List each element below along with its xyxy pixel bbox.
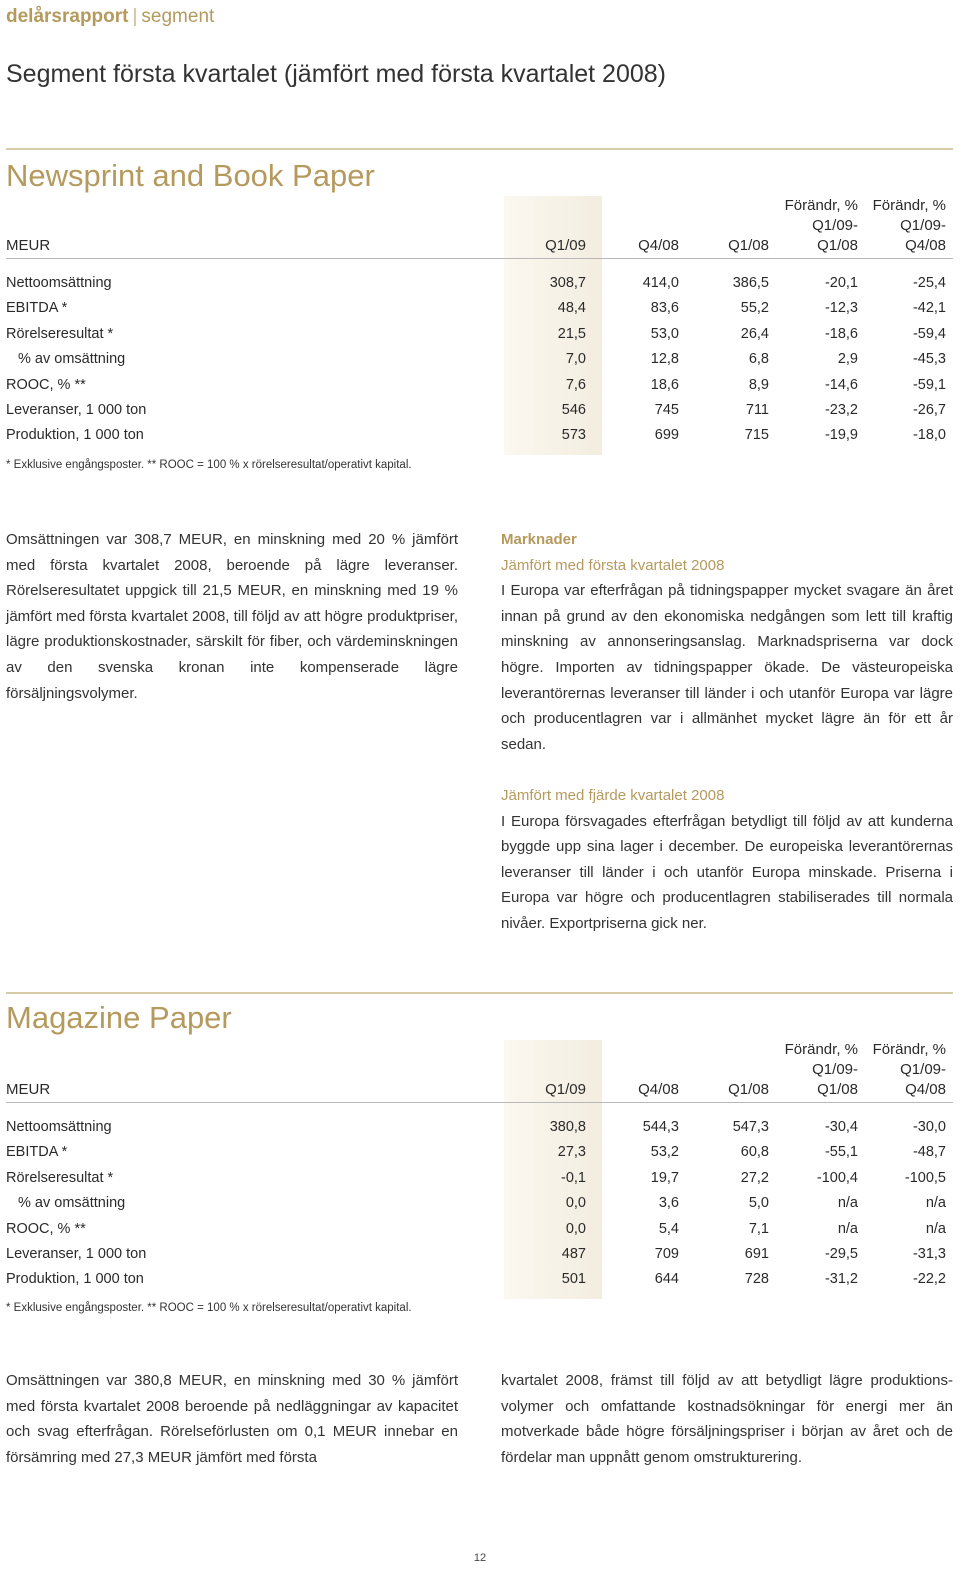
cell-value: 715	[744, 427, 769, 444]
row-label: Rörelseresultat *	[6, 1169, 114, 1186]
markets-text: I Europa var efterfrågan på tidningspapper mycket svagare än året innan på grund av den ekonomiska nedgången som lett till kraftig minskning av annonseringsanslag. Marknadspriserna var dock högre. Importen av tidningspapper ökade. De västeuropeiska leverantörernas leveranser till länder i och utanför Europa var lägre och producentlagren var i allmänhet mycket lägre än för ett år sedan.	[501, 582, 953, 753]
col-header-q4-08: Q4/08	[638, 237, 679, 254]
cell-value: -29,5	[824, 1246, 858, 1262]
col-header-change-1-l3: Q1/08	[817, 237, 858, 254]
col-header-change-2-l3: Q4/08	[905, 237, 946, 254]
cell-value: 48,4	[557, 300, 586, 317]
cell-value: -48,7	[912, 1144, 946, 1161]
cell-value: 728	[744, 1271, 769, 1288]
row-label: Leveranser, 1 000 ton	[6, 1246, 147, 1262]
cell-value: 12,8	[650, 351, 679, 368]
markets-subheading: Jämfört med fjärde kvartalet 2008	[501, 786, 725, 804]
body-text-left: Omsättningen var 308,7 MEUR, en minskning med 20 % jämfört med första kvartalet 2008, beroende på lägre leveranser. Rörelseresultatet uppgick till 21,5 MEUR, en minskning med 19 % jämfört med första kvartalet 2008, till följd av att högre produktpriser, lägre produktionskostnader, särskilt för fiber, och värdeminskningen av den svenska kronan inte kompenserade lägre försäljningsvolymer.	[6, 531, 458, 702]
cell-value: 691	[744, 1246, 769, 1262]
cell-value: 308,7	[549, 275, 586, 291]
segment-title: Magazine Paper	[6, 1000, 232, 1035]
row-label: ROOC, % **	[6, 1220, 86, 1237]
cell-value: 380,8	[549, 1119, 586, 1135]
cell-value: -31,3	[912, 1246, 946, 1262]
col-header-change-2-l3: Q4/08	[905, 1081, 946, 1098]
table-row	[6, 398, 953, 423]
cell-value: -20,1	[824, 275, 858, 291]
cell-value: 18,6	[650, 376, 679, 393]
row-label: % av omsättning	[18, 1195, 126, 1212]
cell-value: 8,9	[748, 376, 769, 393]
col-header-q1-09: Q1/09	[545, 237, 586, 254]
cell-value: 711	[745, 402, 769, 418]
cell-value: 2,9	[837, 351, 858, 368]
cell-value: 27,3	[557, 1144, 586, 1161]
cell-value: 745	[654, 402, 679, 418]
table-row	[6, 423, 953, 448]
row-label: Produktion, 1 000 ton	[6, 427, 144, 444]
section-rule	[6, 992, 953, 994]
row-label: ROOC, % **	[6, 376, 86, 393]
cell-value: 21,5	[557, 325, 586, 342]
cell-value: 60,8	[740, 1144, 769, 1161]
header-divider: |	[132, 6, 138, 27]
cell-value: -45,3	[912, 351, 946, 368]
table-header	[6, 196, 953, 258]
running-header	[6, 6, 214, 28]
table-row	[6, 1166, 953, 1191]
markets-heading: Marknader	[501, 531, 577, 548]
cell-value: -59,1	[912, 376, 946, 393]
cell-value: n/a	[837, 1195, 858, 1212]
cell-value: -59,4	[912, 325, 946, 342]
cell-value: 26,4	[740, 325, 769, 342]
col-header-change-1-l1: Förändr, %	[784, 1041, 858, 1058]
cell-value: 501	[561, 1271, 586, 1288]
cell-value: -31,2	[824, 1271, 858, 1288]
cell-value: 55,2	[740, 300, 769, 317]
cell-value: n/a	[925, 1195, 946, 1212]
cell-value: 27,2	[740, 1169, 769, 1186]
cell-value: -23,2	[824, 402, 858, 418]
row-label: Leveranser, 1 000 ton	[6, 402, 147, 418]
unit-label: MEUR	[6, 1081, 51, 1098]
cell-value: 7,6	[565, 376, 586, 393]
cell-value: -22,2	[912, 1271, 946, 1288]
cell-value: -18,0	[912, 427, 946, 444]
col-header-change-2-l2: Q1/09-	[900, 1061, 946, 1078]
table-footnote: * Exklusive engångsposter. ** ROOC = 100 % x rörelseresultat/operativt kapital.	[6, 459, 412, 471]
cell-value: 0,0	[565, 1220, 586, 1237]
page-title: Segment första kvartalet (jämfört med första kvartalet 2008)	[6, 60, 666, 88]
row-label: EBITDA *	[6, 1144, 68, 1161]
col-header-change-2-l1: Förändr, %	[872, 1041, 946, 1058]
cell-value: 386,5	[732, 275, 769, 291]
col-header-q1-09: Q1/09	[545, 1081, 586, 1098]
cell-value: 5,4	[658, 1220, 679, 1237]
row-label: Rörelseresultat *	[6, 325, 114, 342]
cell-value: -26,7	[912, 402, 946, 418]
row-label: Produktion, 1 000 ton	[6, 1271, 144, 1288]
cell-value: -18,6	[824, 325, 858, 342]
table-header	[6, 1040, 953, 1102]
row-label: EBITDA *	[6, 300, 68, 317]
cell-value: 699	[654, 427, 679, 444]
col-header-q1-08: Q1/08	[728, 237, 769, 254]
markets-text: I Europa försvagades efterfrågan betydligt till följd av att kunderna byggde upp sina lager i december. De europeiska leverantörernas leveranser till länder i och utanför Europa minskade. Priserna i Europa var högre och producentlagren stabiliserades till normala nivåer. Exportpriserna gick ner.	[501, 812, 953, 932]
cell-value: -0,1	[561, 1169, 586, 1186]
cell-value: -25,4	[912, 275, 946, 291]
cell-value: 709	[654, 1246, 679, 1262]
cell-value: -19,9	[824, 427, 858, 444]
table-footnote: * Exklusive engångsposter. ** ROOC = 100 % x rörelseresultat/operativt kapital.	[6, 1302, 412, 1314]
cell-value: 573	[561, 427, 586, 444]
cell-value: -42,1	[912, 300, 946, 317]
cell-value: 546	[561, 402, 586, 418]
col-header-change-2-l2: Q1/09-	[900, 217, 946, 234]
table-row	[6, 1191, 953, 1216]
cell-value: 5,0	[748, 1195, 769, 1212]
markets-column	[501, 527, 953, 937]
cell-value: -100,4	[816, 1169, 858, 1186]
header-rule	[6, 258, 953, 259]
cell-value: -100,5	[904, 1169, 946, 1186]
col-header-q4-08: Q4/08	[638, 1081, 679, 1098]
cell-value: 544,3	[642, 1119, 679, 1135]
header-rule	[6, 1102, 953, 1103]
cell-value: n/a	[837, 1220, 858, 1237]
markets-subheading: Jämfört med första kvartalet 2008	[501, 556, 725, 574]
row-label: Nettoomsättning	[6, 1119, 112, 1135]
row-label: Nettoomsättning	[6, 275, 112, 291]
cell-value: 7,0	[565, 351, 586, 368]
page-number: 12	[473, 1552, 487, 1564]
cell-value: 53,2	[650, 1144, 679, 1161]
body-text-right: kvartalet 2008, främst till följd av att betydligt lägre produktions-volymer och omfattande kostnadsökningar för energi mer än motverkade både högre försäljningspriser i början av året och de fördelar man uppnått genom omstrukturering.	[501, 1372, 953, 1466]
cell-value: -55,1	[824, 1144, 858, 1161]
col-header-change-1-l3: Q1/08	[817, 1081, 858, 1098]
col-header-q1-08: Q1/08	[728, 1081, 769, 1098]
cell-value: 6,8	[748, 351, 769, 368]
unit-label: MEUR	[6, 237, 51, 254]
col-header-change-1-l1: Förändr, %	[784, 197, 858, 214]
cell-value: 547,3	[732, 1119, 769, 1135]
section-rule	[6, 148, 953, 150]
cell-value: 0,0	[565, 1195, 586, 1212]
table-row	[6, 1267, 953, 1292]
table-row	[6, 322, 953, 347]
header-subsection: segment	[141, 6, 215, 27]
header-section: delårsrapport	[6, 6, 129, 27]
table-row	[6, 373, 953, 398]
cell-value: 3,6	[658, 1195, 679, 1212]
col-header-change-2-l1: Förändr, %	[872, 197, 946, 214]
col-header-change-1-l2: Q1/09-	[812, 1061, 858, 1078]
cell-value: 644	[654, 1271, 679, 1288]
table-row	[6, 1140, 953, 1165]
table-row	[6, 271, 953, 296]
cell-value: 487	[561, 1246, 586, 1262]
cell-value: 53,0	[650, 325, 679, 342]
col-header-change-1-l2: Q1/09-	[812, 217, 858, 234]
cell-value: n/a	[925, 1220, 946, 1237]
table-row	[6, 1242, 953, 1267]
cell-value: 83,6	[650, 300, 679, 317]
table-row	[6, 347, 953, 372]
segment-title: Newsprint and Book Paper	[6, 158, 375, 193]
body-text-left: Omsättningen var 380,8 MEUR, en minskning med 30 % jämfört med första kvartalet 2008 beroende på nedläggningar av kapacitet och svag efterfrågan. Rörelseförlusten om 0,1 MEUR innebar en försämring med 27,3 MEUR jämfört med första	[6, 1372, 458, 1466]
cell-value: -30,0	[912, 1119, 946, 1135]
table-row	[6, 1217, 953, 1242]
cell-value: 414,0	[642, 275, 679, 291]
cell-value: 19,7	[650, 1169, 679, 1186]
cell-value: -14,6	[824, 376, 858, 393]
table-row	[6, 1115, 953, 1140]
table-row	[6, 296, 953, 321]
cell-value: -30,4	[824, 1119, 858, 1135]
cell-value: 7,1	[748, 1220, 769, 1237]
row-label: % av omsättning	[18, 351, 126, 368]
cell-value: -12,3	[824, 300, 858, 317]
